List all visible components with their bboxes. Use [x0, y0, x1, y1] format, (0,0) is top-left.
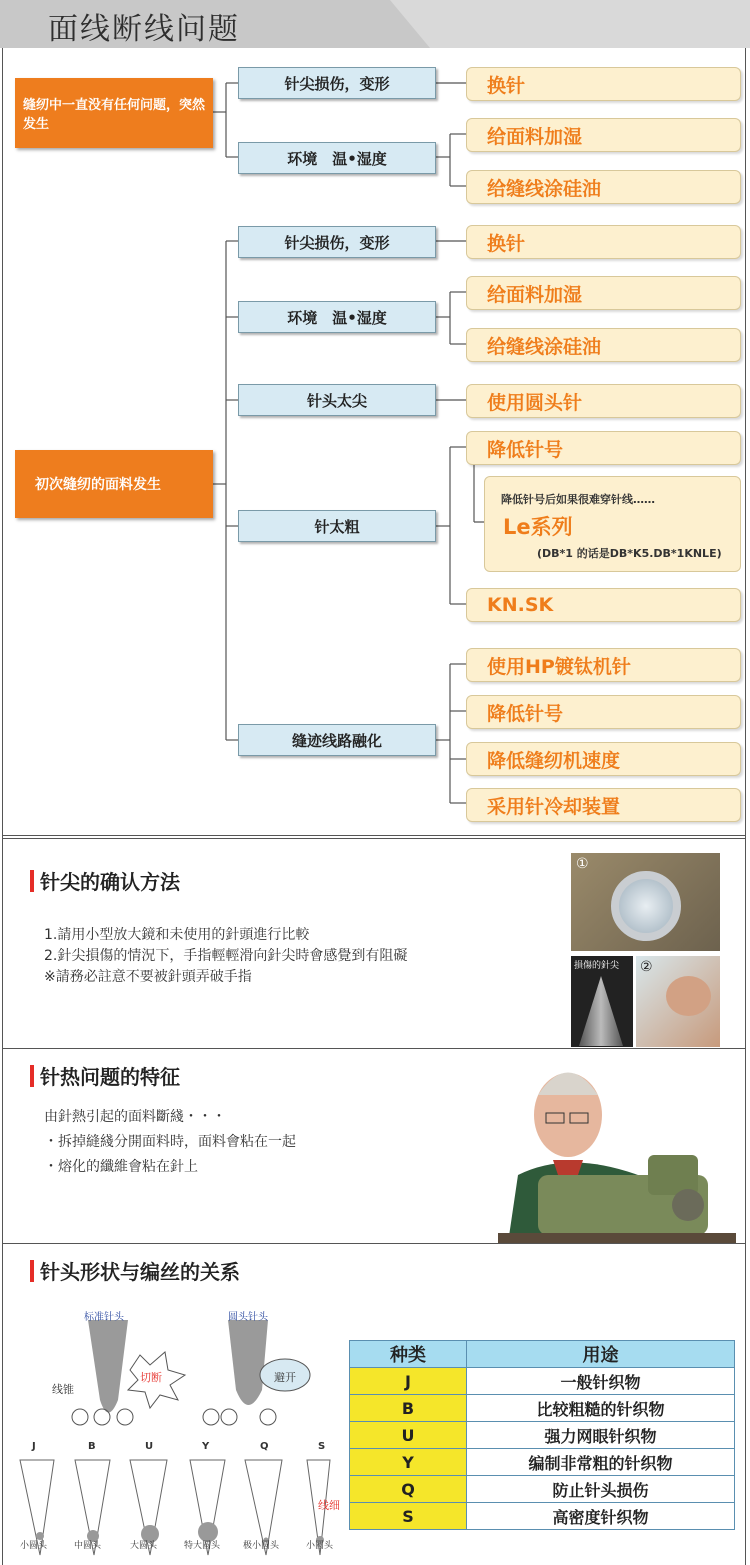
divider [2, 1243, 746, 1244]
finger-check-photo [636, 956, 720, 1047]
solution-ball-point-needle: 使用圆头针 [466, 384, 741, 418]
le-series-box [484, 476, 741, 572]
branch-environment-1: 环境 温•湿度 [238, 142, 436, 174]
table-row [350, 1449, 735, 1476]
table-row [350, 1422, 735, 1449]
tip-line-1: 1.請用小型放大鏡和未使用的針頭進行比較 [44, 927, 310, 943]
table-cell-use: 一般针织物 [467, 1368, 735, 1395]
branch-needle-too-sharp: 针头太尖 [238, 384, 436, 416]
cause-sudden: 缝纫中一直没有任何问题，突然发生 [15, 78, 213, 148]
needle-name-b: 中圆头 [74, 1541, 102, 1551]
avoid-label: 避开 [274, 1371, 296, 1384]
table-cell-use: 编制非常粗的针织物 [467, 1449, 735, 1476]
tip-check-title [30, 866, 180, 895]
solution-humidify-fabric-1: 给面料加湿 [466, 118, 741, 152]
table-row [350, 1476, 735, 1503]
needle-name-q: 极小圆头 [243, 1541, 280, 1551]
needle-name-s: 小圆头 [306, 1541, 334, 1551]
table-cell-use: 比较粗糙的针织物 [467, 1395, 735, 1422]
photo-label-2: ② [640, 959, 653, 975]
table-cell-kind: Y [350, 1449, 467, 1476]
solution-silicone-thread-1: 给缝线涂硅油 [466, 170, 741, 204]
solution-change-needle-2: 换针 [466, 225, 741, 259]
table-row [350, 1503, 735, 1530]
solution-silicone-thread-2: 给缝线涂硅油 [466, 328, 741, 362]
table-row [350, 1395, 735, 1422]
le-title: Le系列 [503, 515, 573, 539]
needle-shape-diagram [0, 1300, 340, 1565]
cause-first-sewing: 初次缝纫的面料发生 [15, 450, 213, 518]
magnifier-lens [611, 871, 681, 941]
tip-line-3: ※請務必註意不要被針頭弄破手指 [44, 969, 252, 985]
table-cell-kind: B [350, 1395, 467, 1422]
branch-environment-2: 环境 温•湿度 [238, 301, 436, 333]
needle-type-table [349, 1340, 735, 1530]
divider [2, 838, 746, 839]
tip-line-2: 2.針尖損傷的情況下，手指輕輕滑向針尖時會感覺到有阻礙 [44, 948, 408, 964]
round-needle-label: 圆头针头 [228, 1312, 268, 1323]
yarn-cone-label: 线锥 [52, 1383, 74, 1396]
cut-label: 切断 [140, 1371, 162, 1384]
tip-check-title-text: 针尖的确认方法 [40, 870, 180, 894]
branch-needle-damage-2: 针尖损伤，变形 [238, 226, 436, 258]
title-accent-bar [30, 1260, 34, 1282]
table-cell-kind: J [350, 1368, 467, 1395]
le-subtitle: (DB*1 的话是DB*K5.DB*1KNLE) [537, 547, 722, 560]
divider [2, 1048, 746, 1049]
photo-label-1: ① [576, 856, 589, 872]
solution-lower-needle-size-2: 降低针号 [466, 695, 741, 729]
thin-thread-label: 线细 [318, 1499, 340, 1512]
needle-name-u: 大圆头 [130, 1541, 158, 1551]
title-accent-bar [30, 870, 34, 892]
solution-lower-speed: 降低缝纫机速度 [466, 742, 741, 776]
needle-letter-j: J [32, 1441, 36, 1452]
needle-letter-b: B [88, 1441, 96, 1452]
branch-seam-melting: 缝迹线路融化 [238, 724, 436, 756]
table-row [350, 1368, 735, 1395]
finger-shape [666, 976, 711, 1016]
table-cell-use: 防止针头损伤 [467, 1476, 735, 1503]
shape-title [30, 1256, 240, 1285]
shape-title-text: 针头形状与编丝的关系 [40, 1260, 240, 1284]
table-header-row [350, 1341, 735, 1368]
solution-needle-cooler: 采用针冷却装置 [466, 788, 741, 822]
table-cell-kind: S [350, 1503, 467, 1530]
table-cell-kind: U [350, 1422, 467, 1449]
damaged-tip-caption: 損傷的針尖 [574, 961, 620, 971]
heat-title [30, 1061, 180, 1090]
solution-kn-sk: KN.SK [466, 588, 741, 622]
needle-letter-u: U [145, 1441, 154, 1452]
branch-needle-damage-1: 针尖损伤，变形 [238, 67, 436, 99]
heat-title-text: 针热问题的特征 [40, 1065, 180, 1089]
table-header-use: 用途 [467, 1341, 735, 1368]
standard-needle-label: 标准针头 [84, 1312, 124, 1323]
needle-letter-y: Y [202, 1441, 210, 1452]
table-header-kind: 种类 [350, 1341, 467, 1368]
solution-hp-titanium-needle: 使用HP镀钛机针 [466, 648, 741, 682]
solution-lower-needle-size-1: 降低针号 [466, 431, 741, 465]
magnifier-photo [571, 853, 720, 951]
title-accent-bar [30, 1065, 34, 1087]
damaged-tip-photo [571, 956, 633, 1047]
needle-letter-s: S [318, 1441, 326, 1452]
heat-line-1: 由針熱引起的面料斷綫・・・ [44, 1109, 226, 1125]
branch-needle-too-thick: 针太粗 [238, 510, 436, 542]
needle-name-y: 特大圆头 [184, 1541, 221, 1551]
le-note: 降低针号后如果很难穿针线…… [501, 493, 655, 506]
heat-line-2: ・拆掉縫綫分開面料時，面料會粘在一起 [44, 1134, 296, 1150]
needle-tip-image [579, 976, 623, 1046]
page-title: 面线断线问题 [48, 12, 240, 47]
solution-change-needle-1: 换针 [466, 67, 741, 101]
solution-humidify-fabric-2: 给面料加湿 [466, 276, 741, 310]
table-cell-kind: Q [350, 1476, 467, 1503]
table-cell-use: 强力网眼针织物 [467, 1422, 735, 1449]
table-cell-use: 高密度针织物 [467, 1503, 735, 1530]
tailor-photo [498, 1055, 736, 1243]
needle-name-j: 小圆头 [20, 1541, 48, 1551]
heat-line-3: ・熔化的纖維會粘在針上 [44, 1159, 198, 1175]
needle-letter-q: Q [260, 1441, 269, 1452]
